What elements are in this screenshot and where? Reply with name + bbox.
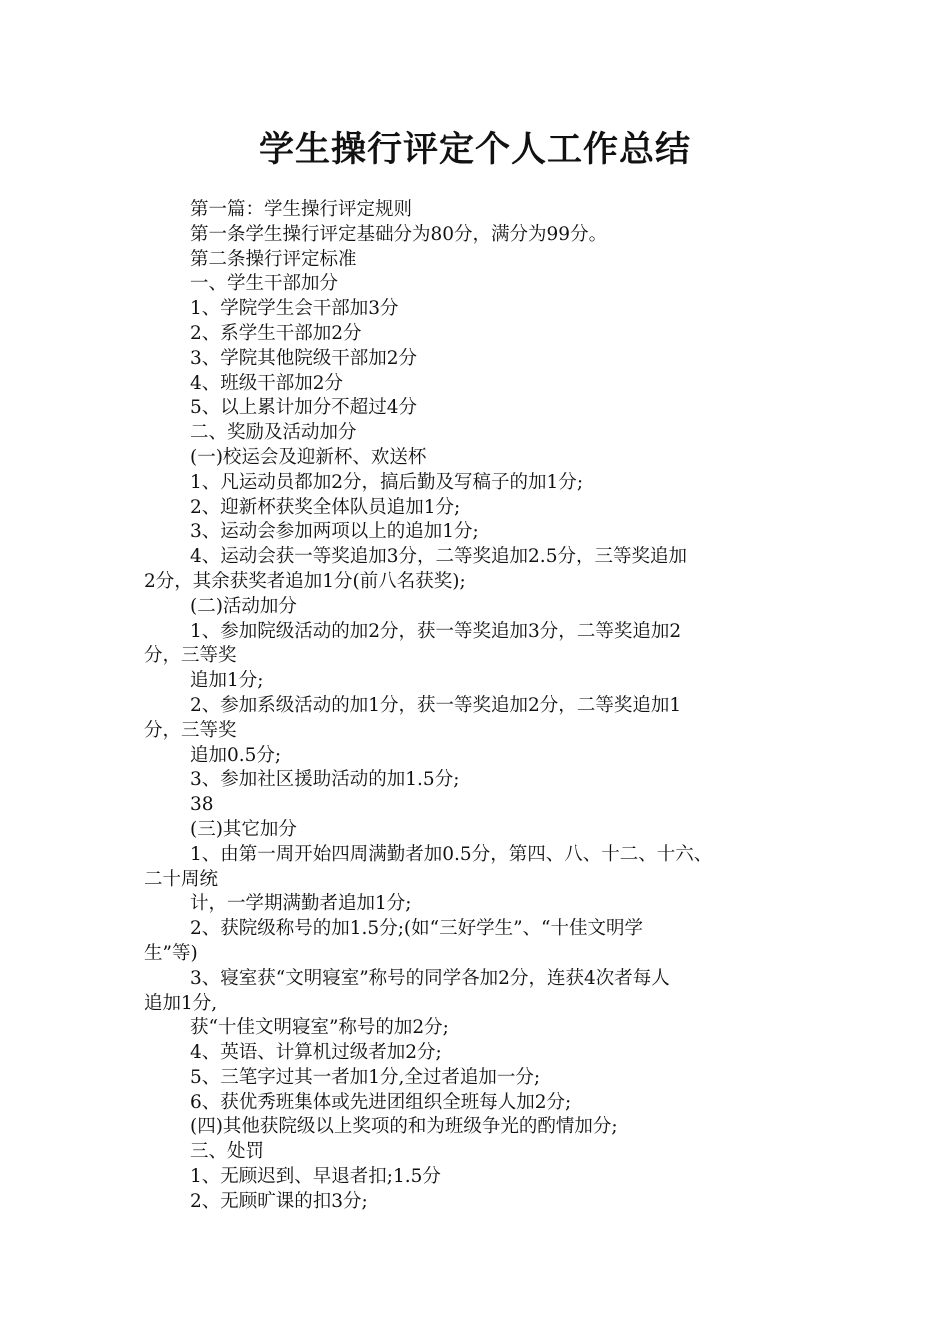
text-line: 3、参加社区援助活动的加1.5分;: [190, 769, 460, 791]
text-line: 计，一学期满勤者追加1分;: [190, 893, 412, 915]
text-line: 4、英语、计算机过级者加2分;: [190, 1042, 442, 1064]
text-line: 第一篇：学生操行评定规则: [190, 199, 413, 220]
text-line: 追加0.5分;: [190, 744, 282, 766]
text-line: 5、以上累计加分不超过4分: [190, 397, 418, 419]
text-line: 2、迎新杯获奖全体队员追加1分;: [190, 496, 461, 518]
text-line: 第二条操行评定标准: [190, 248, 357, 270]
text-line: (一)校运会及迎新杯、欢送杯: [190, 446, 427, 468]
text-line: 三、处罚: [190, 1141, 265, 1163]
text-line: 2、参加系级活动的加1分，获一等奖追加2分，二等奖追加1: [190, 694, 682, 716]
text-line: 3、学院其他院级干部加2分: [190, 347, 418, 369]
text-line: 3、运动会参加两项以上的追加1分;: [190, 521, 479, 543]
text-line: 分，三等奖: [144, 645, 237, 667]
text-line: 6、获优秀班集体或先进团组织全班每人加2分;: [190, 1091, 572, 1113]
text-line: 4、运动会获一等奖追加3分，二等奖追加2.5分，三等奖追加: [190, 546, 687, 568]
text-line: 1、参加院级活动的加2分，获一等奖追加3分，二等奖追加2: [190, 620, 682, 642]
text-line: (四)其他获院级以上奖项的和为班级争光的酌情加分;: [190, 1116, 618, 1138]
text-line: 1、无顾迟到、早退者扣;1.5分: [190, 1166, 441, 1188]
text-line: 2、系学生干部加2分: [190, 322, 362, 344]
document-body: [144, 198, 820, 1215]
text-line: 分，三等奖: [144, 719, 237, 741]
text-line: 3、寝室获“文明寝室”称号的同学各加2分，连获4次者每人: [190, 967, 670, 989]
text-line: 获“十佳文明寝室”称号的加2分;: [190, 1017, 449, 1039]
text-line: 5、三笔字过其一者加1分,全过者追加一分;: [190, 1066, 541, 1088]
text-line: 1、学院学生会干部加3分: [190, 298, 399, 320]
text-line: (二)活动加分: [190, 595, 297, 617]
text-line: 1、由第一周开始四周满勤者加0.5分，第四、八、十二、十六、: [190, 843, 713, 865]
document-title: 学生操行评定个人工作总结: [258, 130, 691, 170]
text-line: 二十周统: [144, 868, 219, 890]
text-line: 2分，其余获奖者追加1分(前八名获奖);: [144, 570, 466, 592]
text-line: 2、获院级称号的加1.5分;(如“三好学生”、“十佳文明学: [190, 918, 644, 940]
page-number: 38: [190, 794, 214, 816]
text-line: 2、无顾旷课的扣3分;: [190, 1190, 368, 1212]
text-line: (三)其它加分: [190, 818, 297, 840]
text-line: 生”等): [144, 942, 198, 964]
text-line: 二、奖励及活动加分: [190, 422, 357, 444]
text-line: 4、班级干部加2分: [190, 372, 344, 394]
text-line: 一、学生干部加分: [190, 273, 339, 295]
text-line: 追加1分;: [190, 670, 264, 692]
text-line: 第一条学生操行评定基础分为80分，满分为99分。: [190, 223, 608, 245]
text-line: 1、凡运动员都加2分，搞后勤及写稿子的加1分;: [190, 471, 584, 493]
text-line: 追加1分,: [144, 992, 218, 1014]
